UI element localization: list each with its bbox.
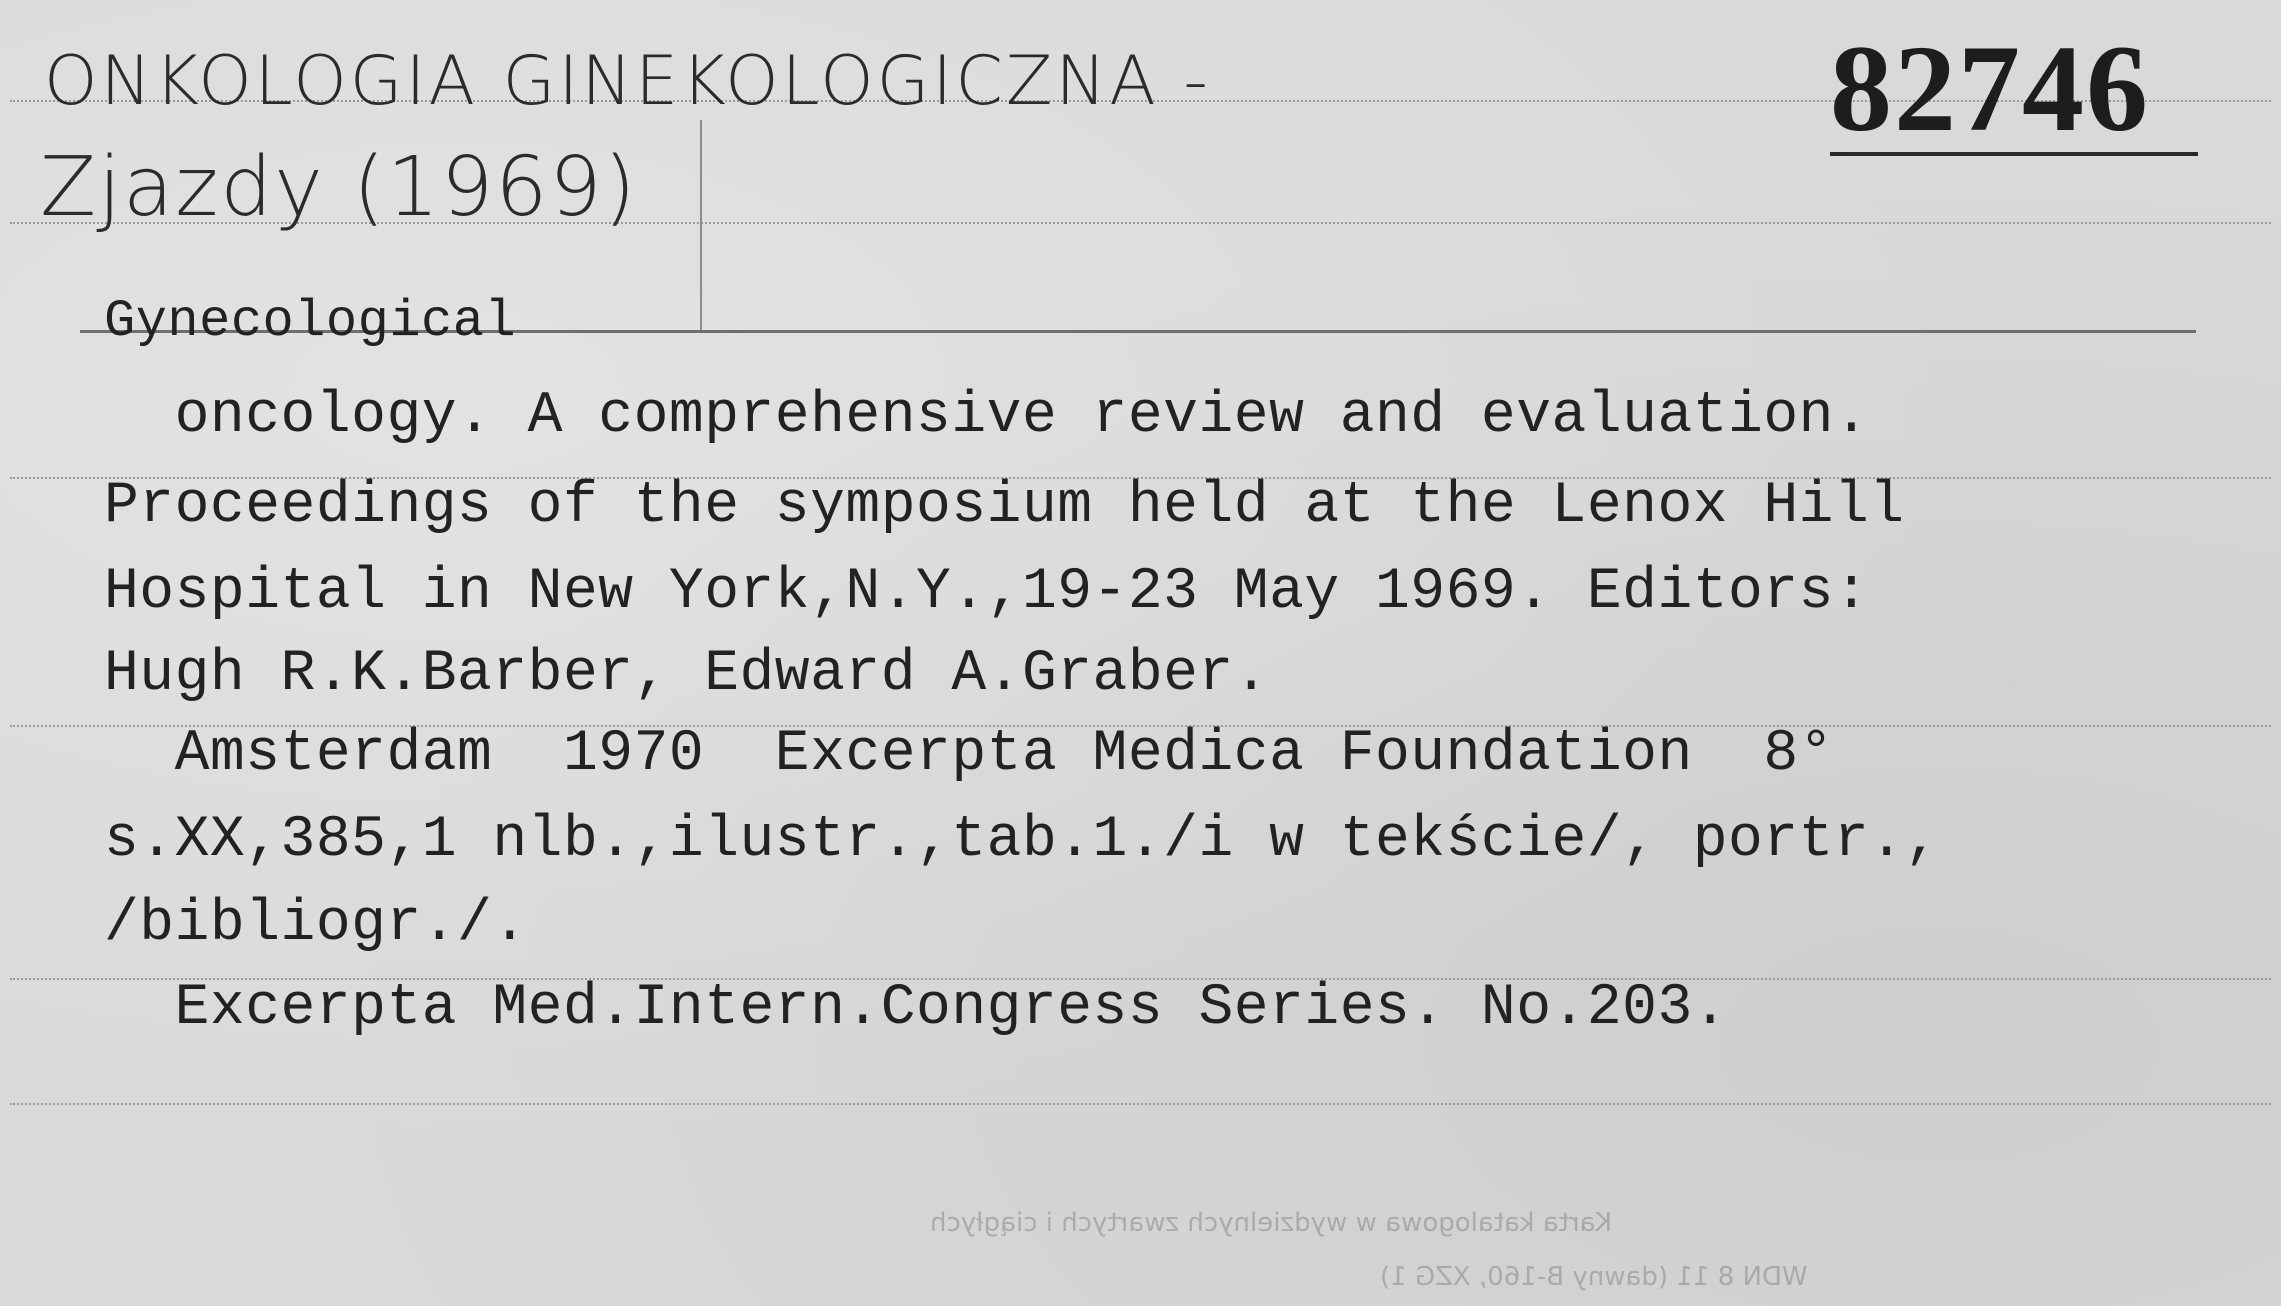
collation-line: s.XX,385,1 nlb.,ilustr.,tab.1./i w tekście/, portr., xyxy=(104,808,1940,873)
series-line: Excerpta Med.Intern.Congress Series. No.203. xyxy=(104,976,1729,1041)
entry-line: Proceedings of the symposium held at the Lenox Hill xyxy=(104,474,1905,539)
entry-line: oncology. A comprehensive review and evaluation. xyxy=(104,384,1870,449)
collation-line: /bibliogr./. xyxy=(104,892,528,957)
margin-rule xyxy=(700,120,702,330)
entry-line: Hugh R.K.Barber, Edward A.Graber. xyxy=(104,642,1270,707)
call-number: 82746 xyxy=(1830,20,2150,157)
entry-line: Hospital in New York,N.Y.,19-23 May 1969. Editors: xyxy=(104,560,1870,625)
reverse-print-line: WDN 8 11 (dawny B-160, XZG 1) xyxy=(1380,1262,1808,1292)
ruled-line xyxy=(10,1103,2271,1105)
reverse-print-line: Karta katalogowa w wydzielnych zwartych i ciągłych xyxy=(930,1208,1613,1238)
entry-title-start: Gynecological xyxy=(104,292,517,351)
imprint-line: Amsterdam 1970 Excerpta Medica Foundation 8° xyxy=(104,722,1834,787)
subject-heading: ONKOLOGIA GINEKOLOGICZNA - xyxy=(44,42,1211,121)
call-number-underline xyxy=(1830,152,2198,156)
subject-subheading: Zjazdy (1969) xyxy=(40,140,638,235)
